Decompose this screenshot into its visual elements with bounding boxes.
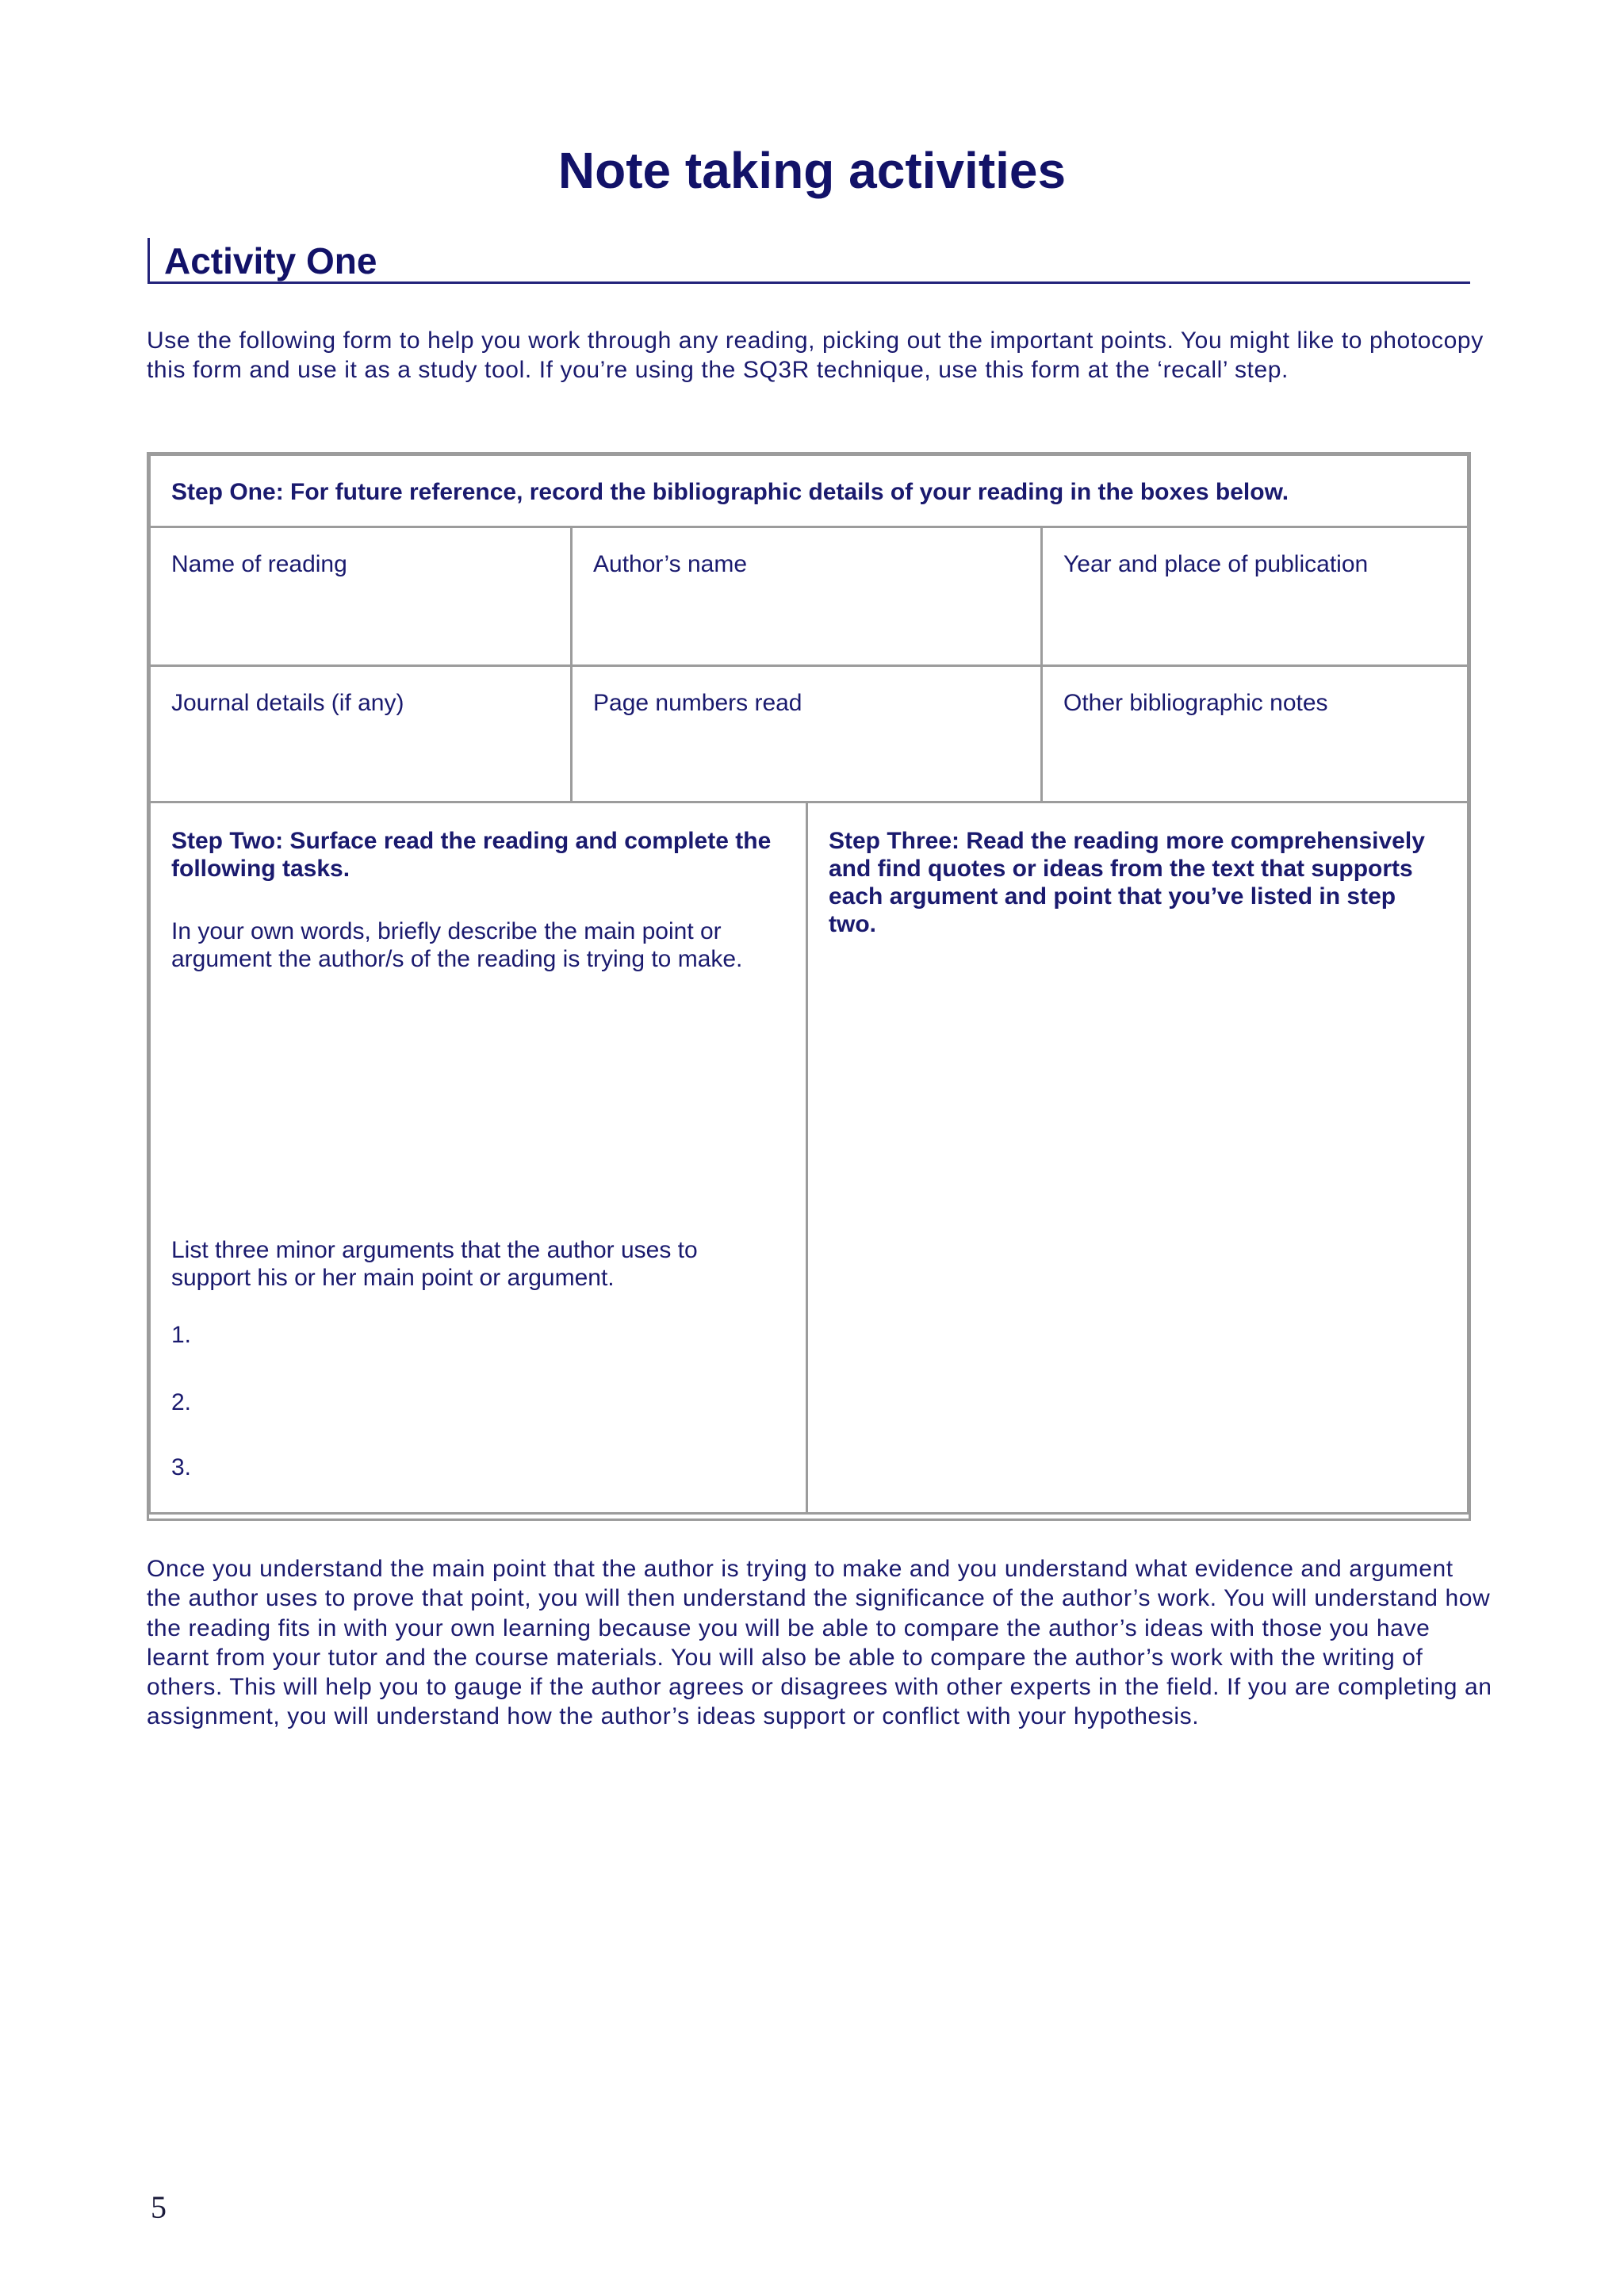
- field-label: Page numbers read: [593, 690, 802, 716]
- field-label: Year and place of publication: [1063, 551, 1369, 577]
- step-one-row: [148, 454, 1469, 528]
- other-bibliographic-notes-field[interactable]: [1040, 664, 1469, 803]
- page-number: 5: [151, 2189, 167, 2225]
- field-label: Journal details (if any): [171, 690, 404, 716]
- step-three-panel[interactable]: [806, 801, 1469, 1515]
- page-title: Note taking activities: [557, 142, 1067, 199]
- section-heading: Activity One: [147, 238, 1470, 284]
- list-number-2: 2.: [171, 1389, 192, 1415]
- field-label: Author’s name: [593, 551, 748, 577]
- step-two-heading: Step Two: Surface read the reading and complete the following tasks.: [171, 828, 772, 882]
- year-place-publication-field[interactable]: [1040, 526, 1469, 667]
- field-label: Name of reading: [171, 551, 347, 577]
- page-numbers-read-field[interactable]: [570, 664, 1043, 803]
- name-of-reading-field[interactable]: [148, 526, 573, 667]
- intro-paragraph: Use the following form to help you work through any reading, picking out the important points. You might like to photocopy this form and use it as a study tool. If you’re using the SQ3R technique, use this form at the ‘recall’ step.: [147, 327, 1484, 383]
- authors-name-field[interactable]: [570, 526, 1043, 667]
- step-two-panel[interactable]: [148, 801, 808, 1515]
- minor-arguments-prompt: List three minor arguments that the author uses to support his or her main point or argument.: [171, 1237, 698, 1291]
- closing-paragraph: Once you understand the main point that the author is trying to make and you understand what evidence and argument the author uses to prove that point, you will then understand the significance of the author’s work. You will understand how the reading fits in with your own learning because you will be able to compare the author’s ideas with those you have learnt from your tutor and the course materials. You will also be able to compare the author’s work with the writing of others. This will help you to gauge if the author agrees or disagrees with other experts in the field. If you are completing an assignment, you will understand how the author’s ideas support or conflict with your hypothesis.: [147, 1556, 1492, 1730]
- list-number-1: 1.: [171, 1322, 192, 1348]
- step-one-heading: Step One: For future reference, record the bibliographic details of your reading in the boxes below.: [171, 479, 1289, 505]
- list-number-3: 3.: [171, 1454, 192, 1480]
- step-three-heading: Step Three: Read the reading more comprehensively and find quotes or ideas from the text that supports each argument and point that you’ve listed in step two.: [829, 828, 1425, 937]
- field-label: Other bibliographic notes: [1063, 690, 1328, 716]
- journal-details-field[interactable]: [148, 664, 573, 803]
- main-point-prompt: In your own words, briefly describe the main point or argument the author/s of the reading is trying to make.: [171, 918, 743, 972]
